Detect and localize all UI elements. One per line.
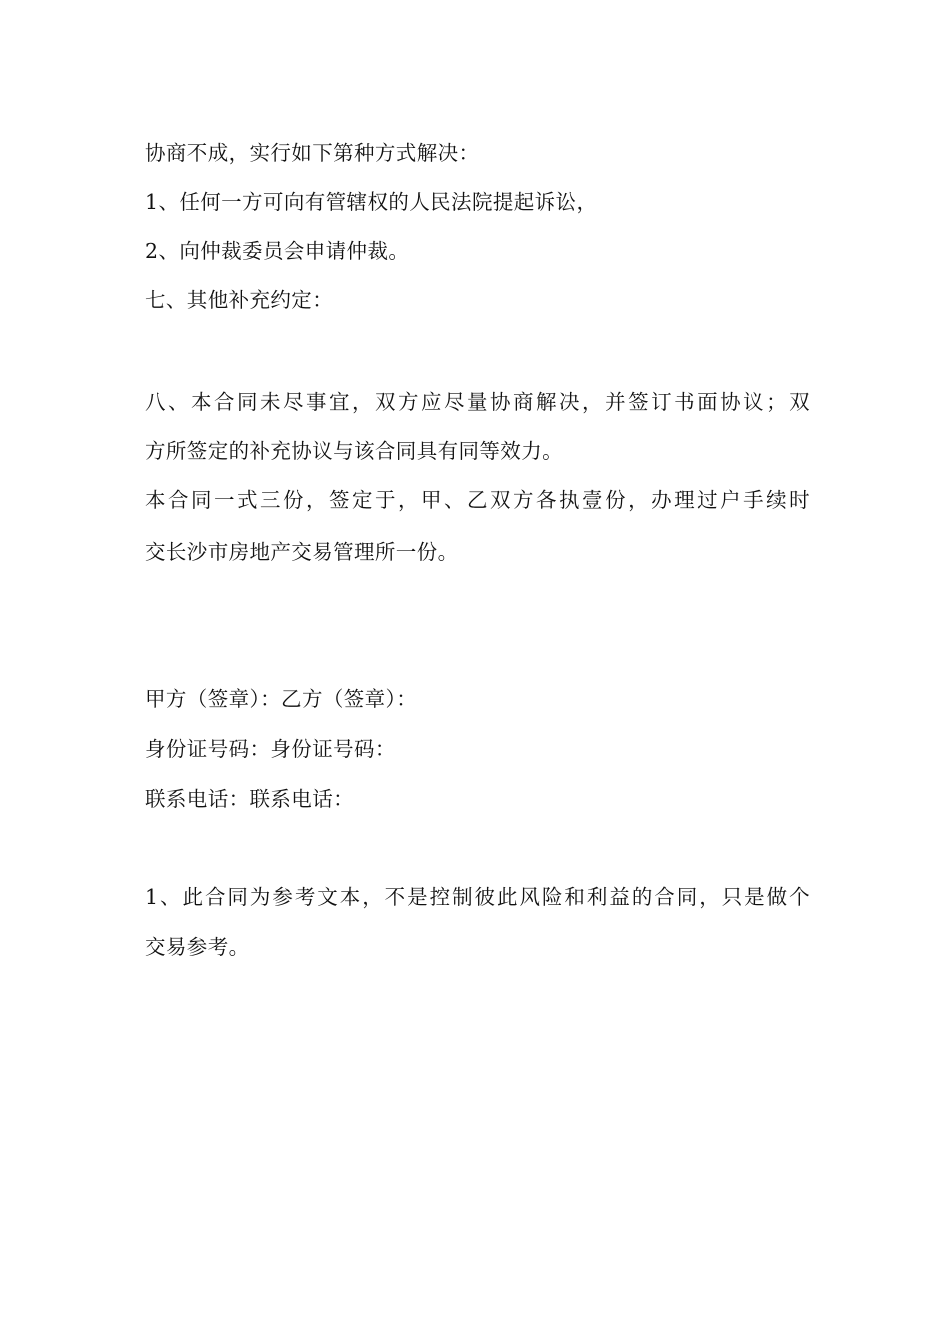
copies-clause-line-1: 本合同一式三份，签定于，甲、乙双方各执壹份，办理过户手续时 (145, 488, 810, 512)
phone-line: 联系电话：联系电话： (145, 787, 354, 811)
note-line-1: 1、此合同为参考文本，不是控制彼此风险和利益的合同，只是做个 (145, 885, 810, 909)
dispute-resolution-intro: 协商不成，实行如下第种方式解决： (145, 141, 480, 165)
id-number-line: 身份证号码：身份证号码： (145, 737, 396, 761)
note-line-2: 交易参考。 (145, 935, 250, 959)
clause-eight-line-1: 八、本合同未尽事宜，双方应尽量协商解决，并签订书面协议；双 (145, 390, 810, 414)
dispute-option-arbitration: 2、向仲裁委员会申请仲裁。 (145, 239, 410, 263)
copies-clause-line-2: 交长沙市房地产交易管理所一份。 (145, 540, 459, 564)
clause-seven-heading: 七、其他补充约定： (145, 288, 334, 312)
dispute-option-lawsuit: 1、任何一方可向有管辖权的人民法院提起诉讼， (145, 190, 598, 214)
clause-eight-line-2: 方所签定的补充协议与该合同具有同等效力。 (145, 439, 563, 463)
signature-line: 甲方（签章）：乙方（签章）： (145, 687, 418, 711)
